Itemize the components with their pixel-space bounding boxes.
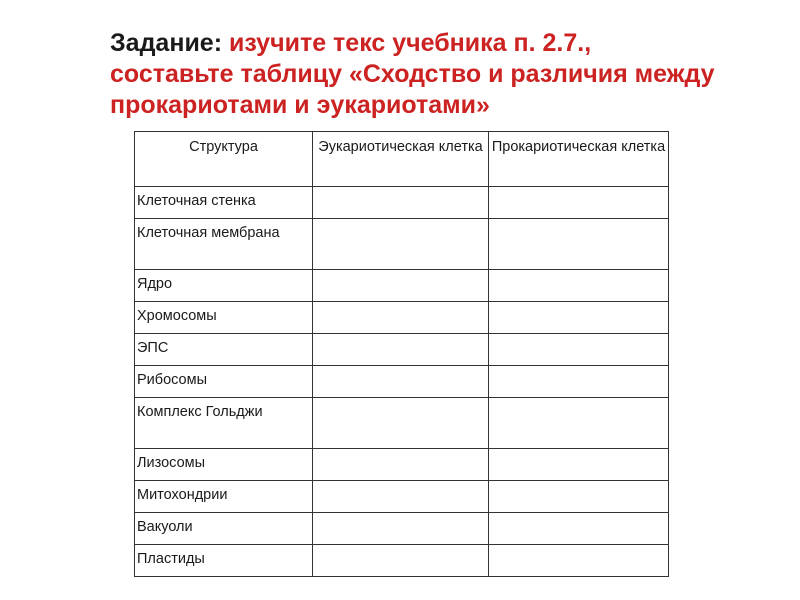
cell-eukaryotic <box>313 270 489 302</box>
row-label: ЭПС <box>135 334 313 366</box>
task-text-line2: составьте таблицу «Сходство и различия между прокариотами и эукариотами» <box>110 60 715 119</box>
table-header-row <box>135 132 669 187</box>
row-label: Рибосомы <box>135 366 313 398</box>
row-label: Комплекс Гольджи <box>135 398 313 449</box>
cell-prokaryotic <box>489 366 669 398</box>
cell-eukaryotic <box>313 302 489 334</box>
cell-prokaryotic <box>489 302 669 334</box>
cell-prokaryotic <box>489 270 669 302</box>
cell-eukaryotic <box>313 449 489 481</box>
task-heading <box>110 28 770 121</box>
cell-prokaryotic <box>489 513 669 545</box>
cell-prokaryotic <box>489 481 669 513</box>
cell-prokaryotic <box>489 398 669 449</box>
table-row <box>135 219 669 270</box>
comparison-table <box>134 131 669 577</box>
table-row <box>135 270 669 302</box>
cell-eukaryotic <box>313 481 489 513</box>
task-label: Задание: <box>110 29 223 57</box>
task-text-line1: изучите текс учебника п. 2.7., <box>229 29 592 57</box>
cell-prokaryotic <box>489 545 669 577</box>
row-label: Клеточная стенка <box>135 187 313 219</box>
table-row <box>135 187 669 219</box>
table-row <box>135 545 669 577</box>
table-row <box>135 334 669 366</box>
cell-eukaryotic <box>313 187 489 219</box>
row-label: Лизосомы <box>135 449 313 481</box>
row-label: Митохондрии <box>135 481 313 513</box>
table-row <box>135 481 669 513</box>
cell-eukaryotic <box>313 513 489 545</box>
cell-prokaryotic <box>489 187 669 219</box>
cell-eukaryotic <box>313 366 489 398</box>
cell-eukaryotic <box>313 545 489 577</box>
row-label: Ядро <box>135 270 313 302</box>
cell-prokaryotic <box>489 449 669 481</box>
table-row <box>135 513 669 545</box>
cell-eukaryotic <box>313 219 489 270</box>
table-row <box>135 449 669 481</box>
table-row <box>135 398 669 449</box>
header-prokaryotic: Прокариотическая клетка <box>489 132 669 187</box>
row-label: Пластиды <box>135 545 313 577</box>
header-structure: Структура <box>135 132 313 187</box>
cell-eukaryotic <box>313 398 489 449</box>
row-label: Клеточная мембрана <box>135 219 313 270</box>
cell-eukaryotic <box>313 334 489 366</box>
table-row <box>135 302 669 334</box>
table-row <box>135 366 669 398</box>
row-label: Хромосомы <box>135 302 313 334</box>
cell-prokaryotic <box>489 219 669 270</box>
row-label: Вакуоли <box>135 513 313 545</box>
cell-prokaryotic <box>489 334 669 366</box>
header-eukaryotic: Эукариотическая клетка <box>313 132 489 187</box>
